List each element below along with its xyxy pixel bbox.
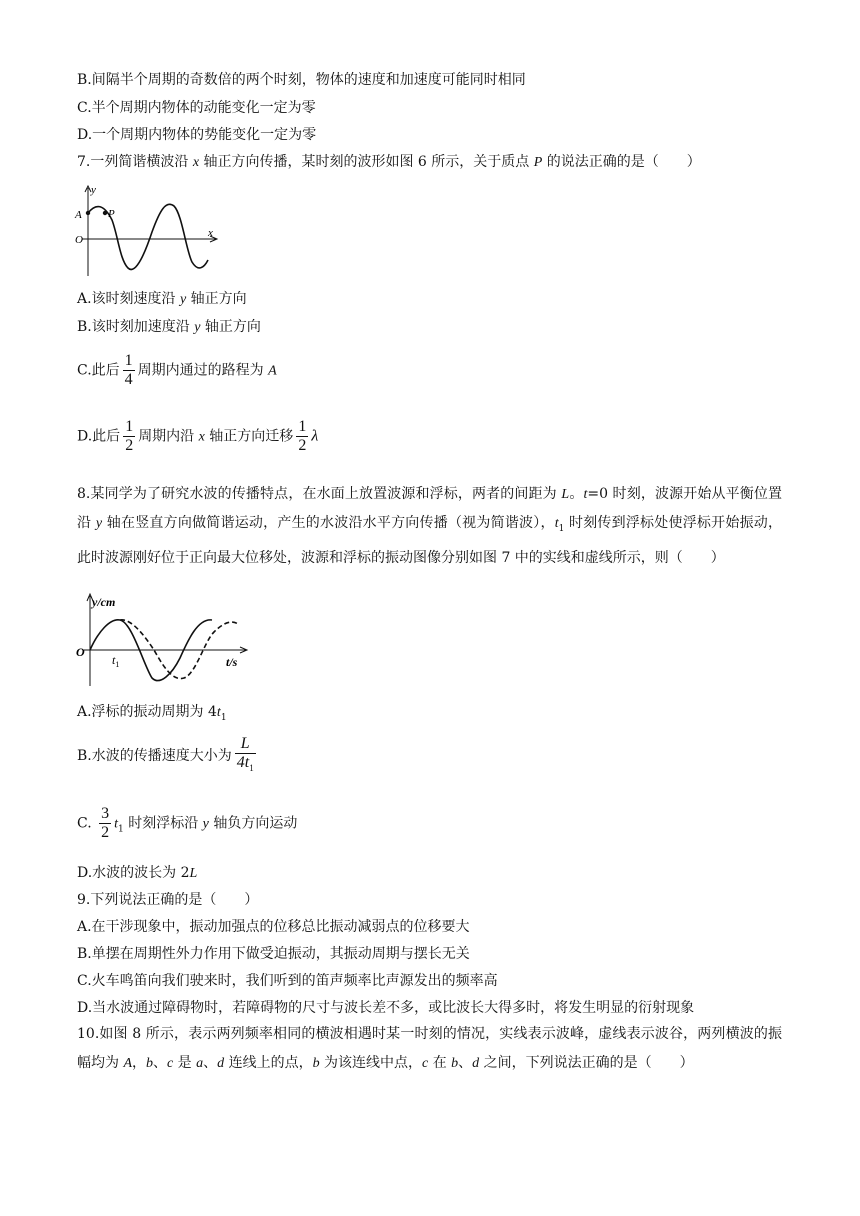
y-axis-label: y [91,184,96,196]
fraction-one-quarter: $\frac{1}{4}$ [124,352,133,388]
q8-option-b: B.水波的传播速度大小为 $\frac{L}{4t_1}$ [77,735,259,777]
q7-option-a: A.该时刻速度沿 y 轴正方向 [77,291,247,307]
q7-option-c: C.此后 $\frac{1}{4}$ 周期内通过的路程为 A [77,352,277,388]
point-p-label: P [108,208,115,220]
t-axis-label: t/s [226,655,238,669]
q6-option-c: C.半个周期内物体的动能变化一定为零 [77,100,316,116]
x-axis-label: x [208,227,213,239]
t1-label: $t_1$ [112,653,120,669]
q6-option-d: D.一个周期内物体的势能变化一定为零 [77,127,317,143]
q7-option-b: B.该时刻加速度沿 y 轴正方向 [77,319,261,335]
q7-stem: 7.一列简谐横波沿 x 轴正方向传播，某时刻的波形如图 6 所示，关于质点 P 的说法正确的是（ ） [77,154,701,170]
figure-7-vibration-graph [74,590,250,690]
q9-option-c: C.火车鸣笛向我们驶来时，我们听到的笛声频率比声源发出的频率高 [77,973,498,989]
q9-option-a: A.在干涉现象中，振动加强点的位移总比振动减弱点的位移要大 [77,919,470,935]
point-a-marker [86,211,90,215]
origin-label: O [76,645,85,659]
q9-option-d: D.当水波通过障碍物时，若障碍物的尺寸与波长差不多，或比波长大得多时，将发生明显的衍射现象 [77,1000,695,1016]
y-axis-label: y/cm [92,595,116,609]
q6-option-b: B.间隔半个周期的奇数倍的两个时刻，物体的速度和加速度可能同时相同 [77,72,526,88]
fraction-one-half-lambda: $\frac{1}{2}$ [298,418,307,454]
q9-option-b: B.单摆在周期性外力作用下做受迫振动，其振动周期与摆长无关 [77,946,470,962]
q8-option-c: C. $\frac{3}{2}$ $t_1$ 时刻浮标沿 y 轴负方向运动 [77,805,298,841]
q9-stem: 9.下列说法正确的是（ ） [77,892,259,908]
q8-option-d: D.水波的波长为 2L [77,865,198,881]
fraction-l-over-4t1: $\frac{L}{4t_1}$ [236,735,254,774]
q8-stem: 8.某同学为了研究水波的传播特点，在水面上放置波源和浮标，两者的间距为 L。t=0 时刻，波源开始从平衡位置沿 y 轴在竖直方向做简谐运动，产生的水波沿水平方向传播（视为简谐波），$t_1$ 时刻传到浮标处使浮标开始振动，此时波源刚好位于正向最大位移处，波源和浮标的振动图像分别如图 7 中的实线和虚线所示，则（ ） [77,486,783,566]
fraction-three-halves: $\frac{3}{2}$ [101,805,110,841]
q7-option-d: D.此后 $\frac{1}{2}$ 周期内沿 x 轴正方向迁移 $\frac{1}{2}$ λ [77,418,319,454]
q8-option-a: A.浮标的振动周期为 $4t_1$ [77,704,227,723]
q10-stem: 10.如图 8 所示，表示两列频率相同的横波相遇时某一时刻的情况，实线表示波峰，虚线表示波谷，两列横波的振幅均为 A，b、c 是 a、d 连线上的点，b 为该连线中点，c 在 b、d 之间，下列说法正确的是（ ） [77,1026,782,1071]
origin-label: O [75,234,83,246]
point-p-marker [103,211,107,215]
point-a-label: A [75,209,82,221]
figure-6-wave-graph [74,180,224,280]
float-curve [120,620,238,679]
fraction-one-half: $\frac{1}{2}$ [125,418,134,454]
